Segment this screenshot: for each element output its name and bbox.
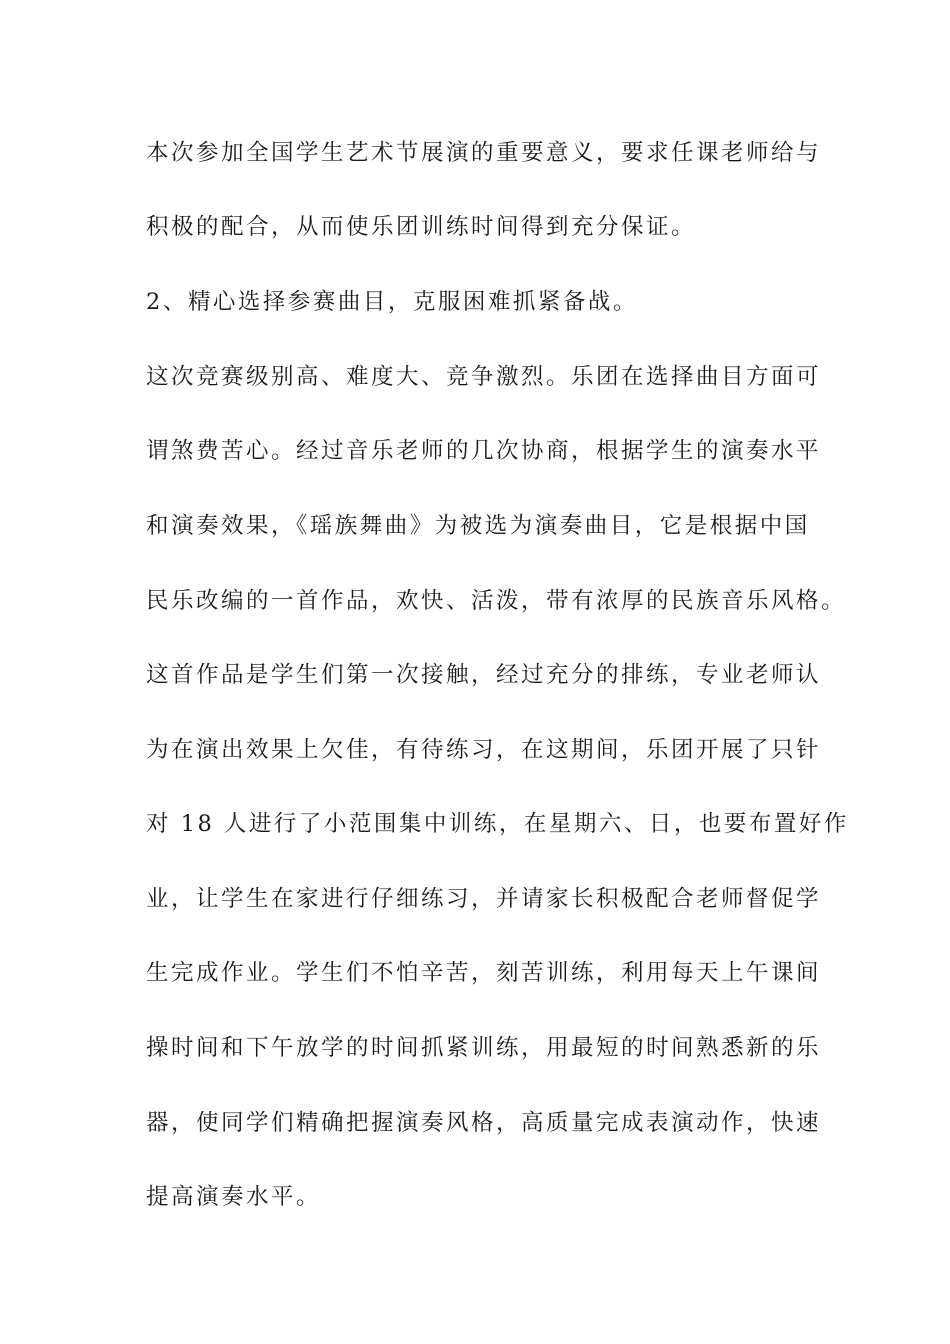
paragraph-line: 和演奏效果，《瑶族舞曲》为被选为演奏曲目，它是根据中国 [146,513,810,539]
paragraph-line: 谓煞费苦心。经过音乐老师的几次协商，根据学生的演奏水平 [146,438,822,464]
paragraph-line: 操时间和下午放学的时间抓紧训练，用最短的时间熟悉新的乐 [146,1035,822,1061]
paragraph-line: 器，使同学们精确把握演奏风格，高质量完成表演动作，快速 [146,1110,822,1136]
paragraph-line: 积极的配合，从而使乐团训练时间得到充分保证。 [146,214,697,240]
paragraph-line: 这首作品是学生们第一次接触，经过充分的排练，专业老师认 [146,662,822,688]
section-heading: 2、精心选择参赛曲目，克服困难抓紧备战。 [146,289,638,315]
paragraph-line: 生完成作业。学生们不怕辛苦，刻苦训练，利用每天上午课间 [146,960,822,986]
paragraph-line: 民乐改编的一首作品，欢快、活泼，带有浓厚的民族音乐风格。 [146,588,847,614]
paragraph-line: 本次参加全国学生艺术节展演的重要意义，要求任课老师给与 [146,140,822,166]
paragraph-line: 这次竞赛级别高、难度大、竞争激烈。乐团在选择曲目方面可 [146,364,822,390]
paragraph-line: 对 18 人进行了小范围集中训练，在星期六、日，也要布置好作 [146,811,849,837]
paragraph-line: 为在演出效果上欠佳，有待练习，在这期间，乐团开展了只针 [146,737,822,763]
paragraph-line: 提高演奏水平。 [146,1184,322,1210]
paragraph-line: 业，让学生在家进行仔细练习，并请家长积极配合老师督促学 [146,886,822,912]
